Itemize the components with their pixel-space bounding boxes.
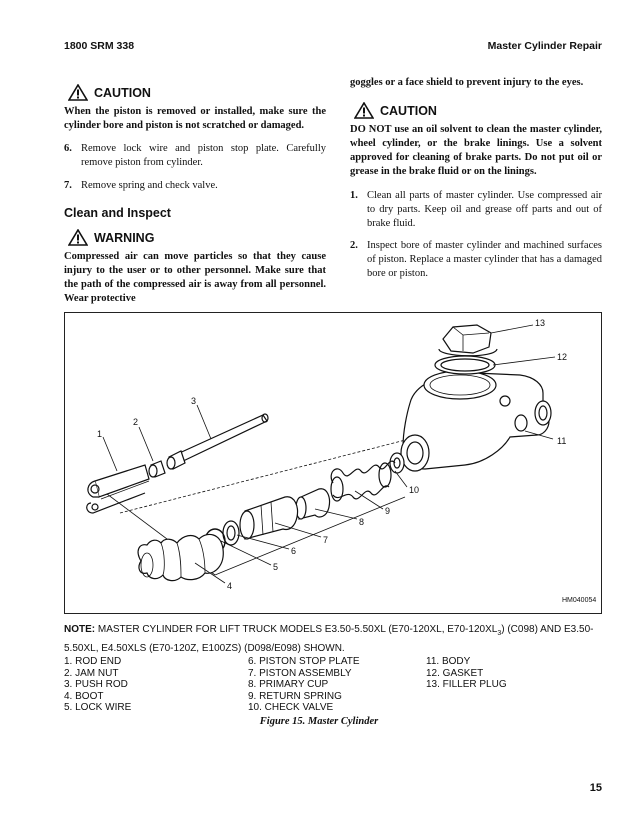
master-cylinder-figure [64, 312, 602, 614]
callout-2: 2 [133, 417, 139, 427]
callout-3: 3 [191, 396, 197, 406]
part-item: 7. PISTON ASSEMBLY [248, 667, 352, 679]
step-number: 6. [64, 143, 72, 154]
step-text: Inspect bore of master cylinder and machined surfaces of piston. Replace a master cylinder that has a damaged bore or piston. [367, 240, 602, 279]
right-column [350, 76, 602, 281]
part-item: 1. ROD END [64, 656, 122, 667]
callout-12: 12 [557, 352, 568, 362]
callout-9: 9 [385, 506, 391, 516]
step-2 [350, 239, 602, 281]
caution-label-2: CAUTION [380, 103, 437, 118]
step-7 [64, 179, 326, 193]
step-number: 2. [350, 240, 358, 251]
parts-list-col-2 [248, 656, 360, 714]
left-column [64, 80, 326, 306]
caution-heading-2 [354, 102, 602, 119]
header-right: Master Cylinder Repair [487, 40, 602, 52]
step-number: 7. [64, 180, 72, 191]
step-text: Remove lock wire and piston stop plate. Carefully remove piston from cylinder. [81, 143, 326, 168]
step-1 [350, 189, 602, 231]
warning-triangle-icon [68, 229, 88, 246]
part-item: 2. JAM NUT [64, 667, 119, 679]
section-title: Clean and Inspect [64, 206, 171, 220]
part-item: 11. BODY [426, 656, 471, 667]
callout-13: 13 [535, 318, 546, 328]
warning-continued: goggles or a face shield to prevent injury to the eyes. [350, 77, 584, 88]
warning-label: WARNING [94, 230, 155, 245]
header-left: 1800 SRM 338 [64, 40, 135, 52]
parts-list-col-3 [426, 656, 507, 691]
figure-caption: Figure 15. Master Cylinder [259, 716, 379, 727]
note-text-b: ) (C098) AND E3.50-5.50XL, E4.50XLS (E70-120Z, E100ZS) (D098/E098) SHOWN. [64, 624, 594, 654]
part-item: 3. PUSH ROD [64, 679, 128, 691]
caution-text-2: DO NOT use an oil solvent to clean the master cylinder, wheel cylinder, or the brake linings. Use a solvent approved for cleaning of brake parts. Do not put oil or grease in the brake fluid or on the linings. [350, 124, 602, 177]
parts-list-col-1 [64, 656, 131, 714]
part-item: 4. BOOT [64, 690, 104, 702]
step-number: 1. [350, 190, 358, 201]
note-label: NOTE: [64, 624, 96, 635]
callout-1: 1 [97, 429, 103, 439]
callout-6: 6 [291, 546, 297, 556]
part-item: 5. LOCK WIRE [64, 702, 132, 714]
part-item: 9. RETURN SPRING [248, 690, 342, 702]
callout-11: 11 [557, 436, 567, 446]
warning-triangle-icon [354, 102, 374, 119]
warning-text: Compressed air can move particles so that they cause injury to the user or to other personnel. Make sure that the path of the compressed air is away from all personnel. Wear protective [64, 251, 326, 304]
part-item: 13. FILLER PLUG [426, 679, 507, 691]
warning-heading [68, 229, 326, 246]
note-text-a: MASTER CYLINDER FOR LIFT TRUCK MODELS E3.50-5.50XL (E70-120XL, E70-120XL [97, 624, 498, 635]
step-text: Clean all parts of master cylinder. Use compressed air to dry parts. Keep oil and grease off parts and out of brake fluid. [367, 190, 602, 229]
part-item: 10. CHECK VALVE [248, 702, 334, 714]
callout-4: 4 [227, 581, 233, 591]
step-text: Remove spring and check valve. [81, 180, 218, 191]
page-number: 15 [589, 782, 602, 794]
warning-triangle-icon [68, 84, 88, 101]
step-6 [64, 142, 326, 170]
part-item: 12. GASKET [426, 667, 484, 679]
note-subscript: 3 [497, 630, 502, 637]
figure-note [64, 622, 612, 656]
callout-5: 5 [273, 562, 279, 572]
part-item: 6. PISTON STOP PLATE [248, 656, 360, 667]
callout-10: 10 [409, 485, 420, 495]
part-item: 8. PRIMARY CUP [248, 679, 329, 691]
callout-7: 7 [323, 535, 329, 545]
exploded-view-drawing [65, 313, 600, 612]
caution-label-1: CAUTION [94, 85, 151, 100]
figure-code: HM040054 [562, 597, 597, 604]
caution-text-1: When the piston is removed or installed, make sure the cylinder bore and piston is not scratched or damaged. [64, 106, 326, 131]
caution-heading-1 [68, 84, 326, 101]
callout-8: 8 [359, 517, 365, 527]
